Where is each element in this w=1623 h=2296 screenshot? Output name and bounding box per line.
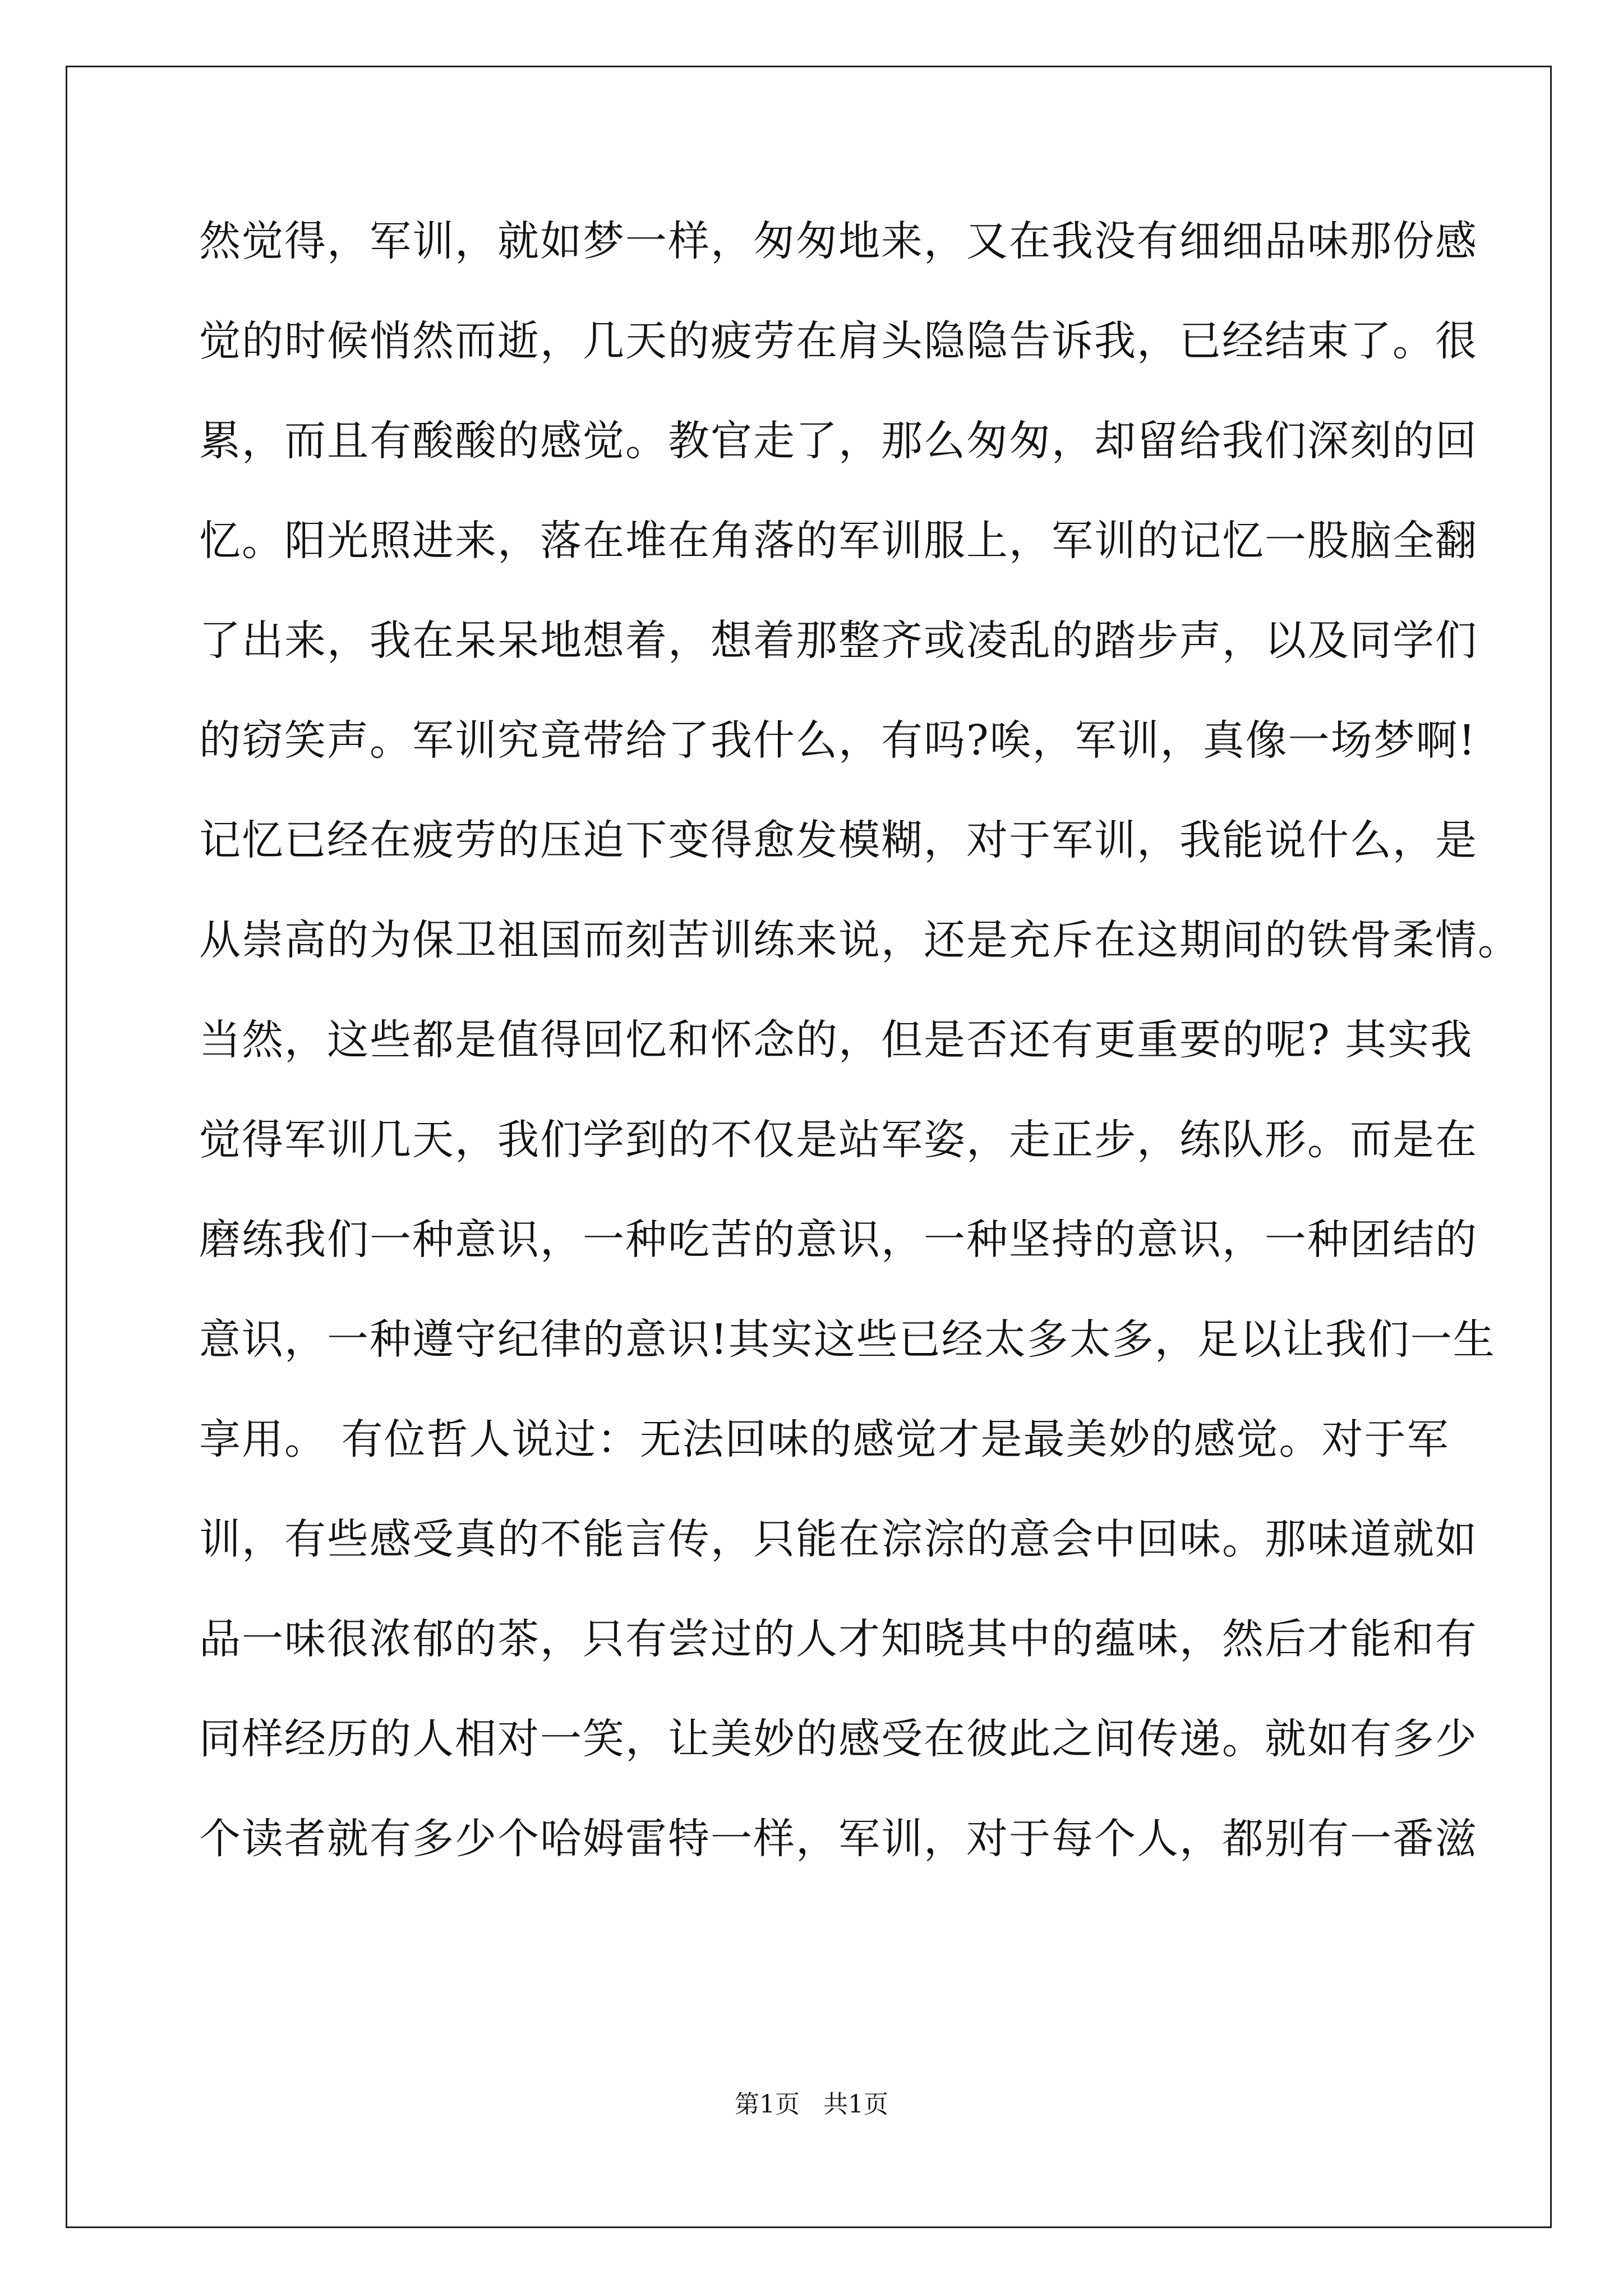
text-line: 觉得军训几天，我们学到的不仅是站军姿，走正步，练队形。而是在 bbox=[199, 1116, 1478, 1164]
text-line: 忆。阳光照进来，落在堆在角落的军训服上，军训的记忆一股脑全翻 bbox=[199, 517, 1478, 565]
text-line: 记忆已经在疲劳的压迫下变得愈发模糊，对于军训，我能说什么，是 bbox=[199, 816, 1478, 864]
text-line: 了出来，我在呆呆地想着，想着那整齐或凌乱的踏步声，以及同学们 bbox=[199, 616, 1478, 665]
text-line: 觉的时候悄然而逝，几天的疲劳在肩头隐隐告诉我，已经结束了。很 bbox=[199, 317, 1478, 365]
text-line: 品一味很浓郁的茶，只有尝过的人才知晓其中的蕴味，然后才能和有 bbox=[199, 1615, 1478, 1663]
text-line: 训，有些感受真的不能言传，只能在淙淙的意会中回味。那味道就如 bbox=[199, 1515, 1478, 1563]
text-line: 的窃笑声。军训究竟带给了我什么，有吗?唉，军训，真像一场梦啊! bbox=[199, 716, 1477, 765]
text-line: 然觉得，军训，就如梦一样，匆匆地来，又在我没有细细品味那份感 bbox=[199, 217, 1478, 265]
text-line: 从崇高的为保卫祖国而刻苦训练来说，还是充斥在这期间的铁骨柔情。 bbox=[199, 916, 1520, 964]
document-body bbox=[199, 213, 1520, 1911]
text-line: 累，而且有酸酸的感觉。教官走了，那么匆匆，却留给我们深刻的回 bbox=[199, 417, 1478, 465]
text-line: 同样经历的人相对一笑，让美妙的感受在彼此之间传递。就如有多少 bbox=[199, 1715, 1478, 1763]
text-line: 个读者就有多少个哈姆雷特一样，军训，对于每个人，都别有一番滋 bbox=[199, 1815, 1478, 1863]
page-number: 第1页 共1页 bbox=[735, 2090, 888, 2119]
text-line: 当然，这些都是值得回忆和怀念的，但是否还有更重要的呢? 其实我 bbox=[199, 1016, 1473, 1064]
page-footer bbox=[0, 2088, 1623, 2122]
text-line: 享用。 有位哲人说过：无法回味的感觉才是最美妙的感觉。对于军 bbox=[199, 1415, 1450, 1464]
text-line: 磨练我们一种意识，一种吃苦的意识，一种坚持的意识，一种团结的 bbox=[199, 1216, 1478, 1264]
text-line: 意识，一种遵守纪律的意识!其实这些已经太多太多，足以让我们一生 bbox=[199, 1315, 1496, 1364]
